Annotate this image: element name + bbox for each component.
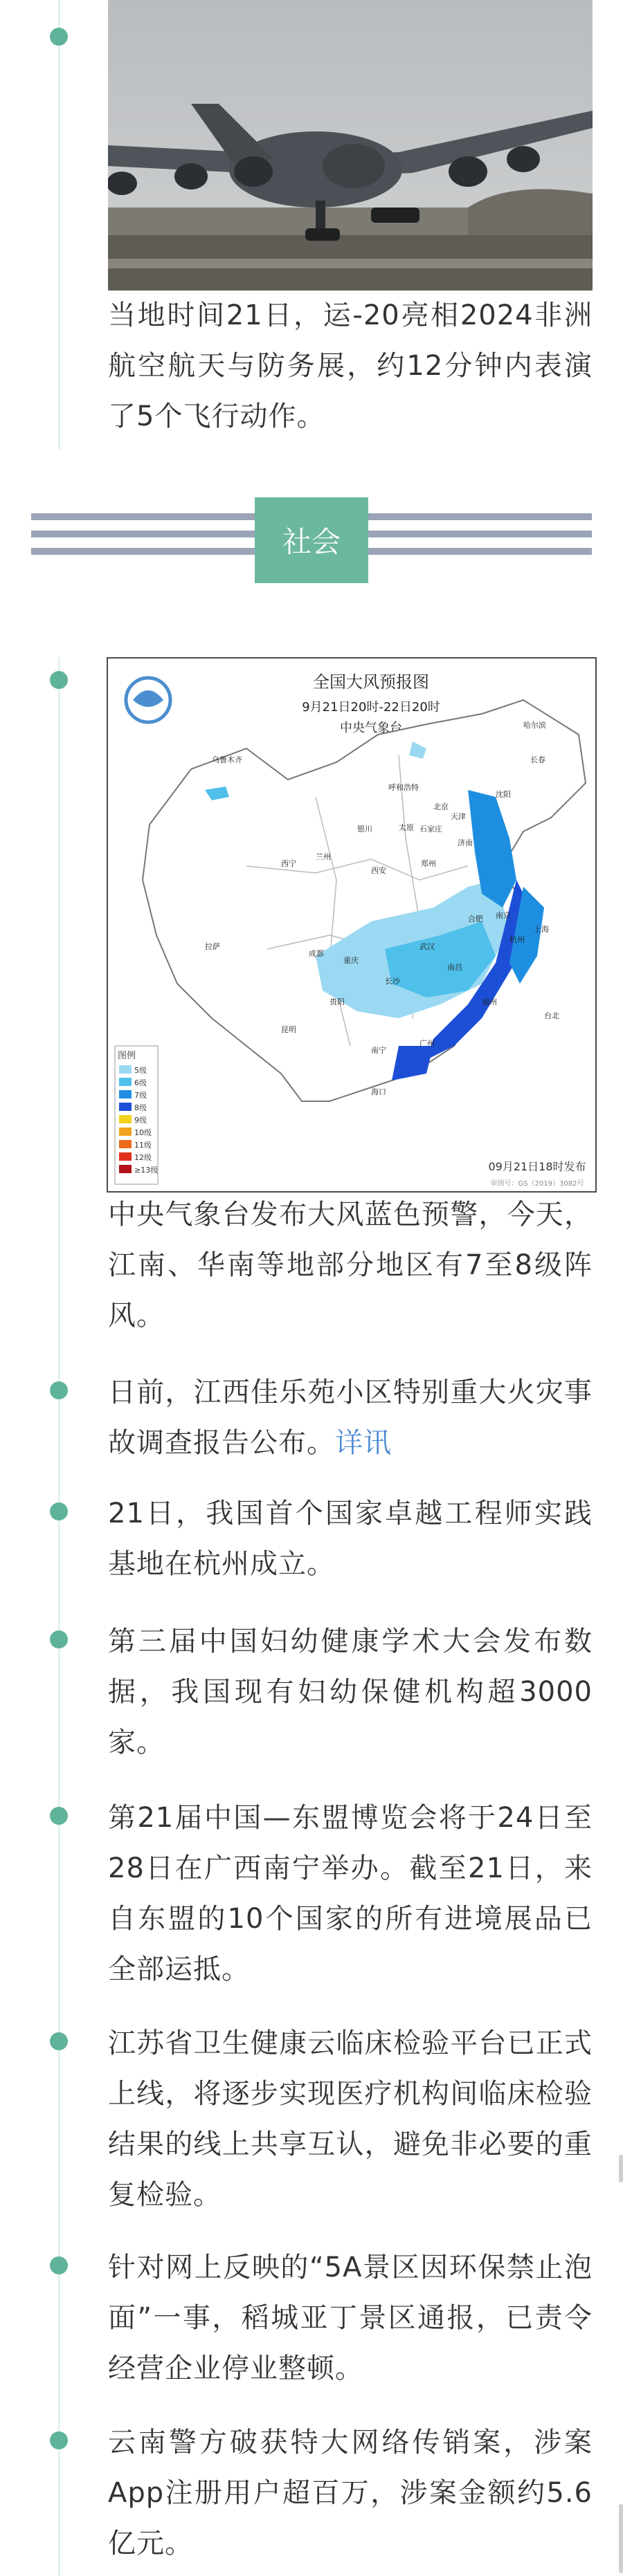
city-label: 拉萨 <box>205 942 220 951</box>
city-label: 杭州 <box>509 935 525 944</box>
legend-label: 7级 <box>134 1091 147 1100</box>
legend-label: 12级 <box>134 1153 152 1162</box>
timeline-dot <box>50 1807 68 1825</box>
news-item-text: 针对网上反映的“5A景区因环保禁止泡面”一事，稻城亚丁景区通报，已责令经营企业停业整顿。 <box>108 2252 593 2384</box>
legend-label: ≥13级 <box>134 1166 159 1175</box>
legend-swatch <box>119 1115 132 1123</box>
legend-label: 10级 <box>134 1128 152 1137</box>
city-label: 郑州 <box>421 859 436 868</box>
city-label: 长春 <box>530 755 545 764</box>
timeline-dot <box>50 2431 68 2449</box>
map-agency: 中央气象台 <box>340 721 402 735</box>
city-label: 广州 <box>419 1039 435 1048</box>
city-label: 西安 <box>371 866 386 875</box>
legend-label: 5级 <box>134 1066 147 1075</box>
city-label: 重庆 <box>343 956 359 965</box>
city-label: 贵阳 <box>329 997 345 1006</box>
city-label: 银川 <box>357 825 372 834</box>
cma-logo-icon <box>126 678 170 722</box>
timeline-dot <box>50 671 68 689</box>
timeline-dot <box>50 2256 68 2274</box>
aircraft-photo <box>108 0 593 291</box>
city-label: 昆明 <box>281 1025 296 1034</box>
city-label: 西宁 <box>281 859 296 868</box>
news-item-text: 中央气象台发布大风蓝色预警，今天，江南、华南等地部分地区有7至8级阵风。 <box>108 1199 593 1332</box>
timeline-dot <box>50 1502 68 1520</box>
legend-swatch <box>119 1078 132 1086</box>
wind-forecast-map[interactable] <box>107 657 597 1193</box>
timeline-dot <box>50 28 68 46</box>
timeline-dot <box>50 2032 68 2050</box>
legend-label: 9级 <box>134 1116 147 1125</box>
city-label: 合肥 <box>468 914 483 923</box>
legend-swatch <box>119 1103 132 1111</box>
news-item-text: 江苏省卫生健康云临床检验平台已正式上线，将逐步实现医疗机构间临床检验结果的线上共享互认，避免非必要的重复检验。 <box>108 2027 593 2211</box>
city-label: 北京 <box>433 802 449 811</box>
timeline-line-main <box>58 657 60 2576</box>
detail-link[interactable]: 详讯 <box>335 1427 392 1459</box>
legend-swatch <box>119 1140 132 1148</box>
news-item-text: 日前，江西佳乐苑小区特别重大火灾事故调查报告公布。详讯 <box>108 1377 593 1459</box>
legend-label: 11级 <box>134 1141 152 1150</box>
city-label: 长沙 <box>385 977 400 986</box>
city-label: 福州 <box>482 997 497 1006</box>
legend-swatch <box>119 1165 132 1173</box>
timeline-line-top <box>58 0 60 450</box>
scrollbar-thumb-lower[interactable] <box>619 2504 623 2573</box>
city-label: 沈阳 <box>496 790 511 799</box>
city-label: 太原 <box>399 823 414 832</box>
city-label: 济南 <box>458 838 473 847</box>
timeline-dot <box>50 1381 68 1399</box>
news-item-text: 第三届中国妇幼健康学术大会发布数据，我国现有妇幼保健机构超3000家。 <box>108 1626 593 1758</box>
city-label: 南昌 <box>447 963 462 972</box>
legend-label: 8级 <box>134 1103 147 1112</box>
city-label: 石家庄 <box>419 825 442 834</box>
legend-swatch <box>119 1128 132 1136</box>
city-label: 乌鲁木齐 <box>212 755 242 764</box>
city-label: 南宁 <box>371 1046 386 1055</box>
scrollbar-thumb[interactable] <box>619 2155 623 2182</box>
news-item-text: 第21届中国—东盟博览会将于24日至28日在广西南宁举办。截至21日，来自东盟的10个国家的所有进境展品已全部运抵。 <box>108 1802 593 1985</box>
legend-swatch <box>119 1065 132 1074</box>
city-label: 武汉 <box>419 942 435 951</box>
city-label: 哈尔滨 <box>523 721 546 730</box>
city-label: 台北 <box>544 1011 559 1020</box>
city-label: 兰州 <box>316 852 331 861</box>
map-subtitle: 9月21日20时-22日20时 <box>302 700 440 715</box>
city-label: 上海 <box>534 925 549 934</box>
map-title: 全国大风预报图 <box>313 672 429 692</box>
timeline-dot <box>50 1630 68 1648</box>
news-item-text: 21日，我国首个国家卓越工程师实践基地在杭州成立。 <box>108 1498 593 1580</box>
map-footer: 审图号：GS（2019）3082号 <box>490 1180 584 1188</box>
legend-title: 图例 <box>118 1051 136 1061</box>
news-item-text: 当地时间21日，运-20亮相2024非洲航空航天与防务展，约12分钟内表演了5个飞行动作。 <box>108 300 593 432</box>
city-label: 南京 <box>496 911 511 920</box>
city-label: 成都 <box>309 949 324 958</box>
legend-swatch <box>119 1090 132 1098</box>
city-label: 海口 <box>371 1087 386 1096</box>
legend-label: 6级 <box>134 1078 147 1087</box>
news-item-text: 云南警方破获特大网络传销案，涉案App注册用户超百万，涉案金额约5.6亿元。 <box>108 2427 593 2559</box>
section-title-social: 社会 <box>255 497 368 583</box>
legend-swatch <box>119 1152 132 1161</box>
city-label: 呼和浩特 <box>388 783 419 792</box>
city-label: 天津 <box>451 812 466 821</box>
map-issued: 09月21日18时发布 <box>488 1160 586 1173</box>
